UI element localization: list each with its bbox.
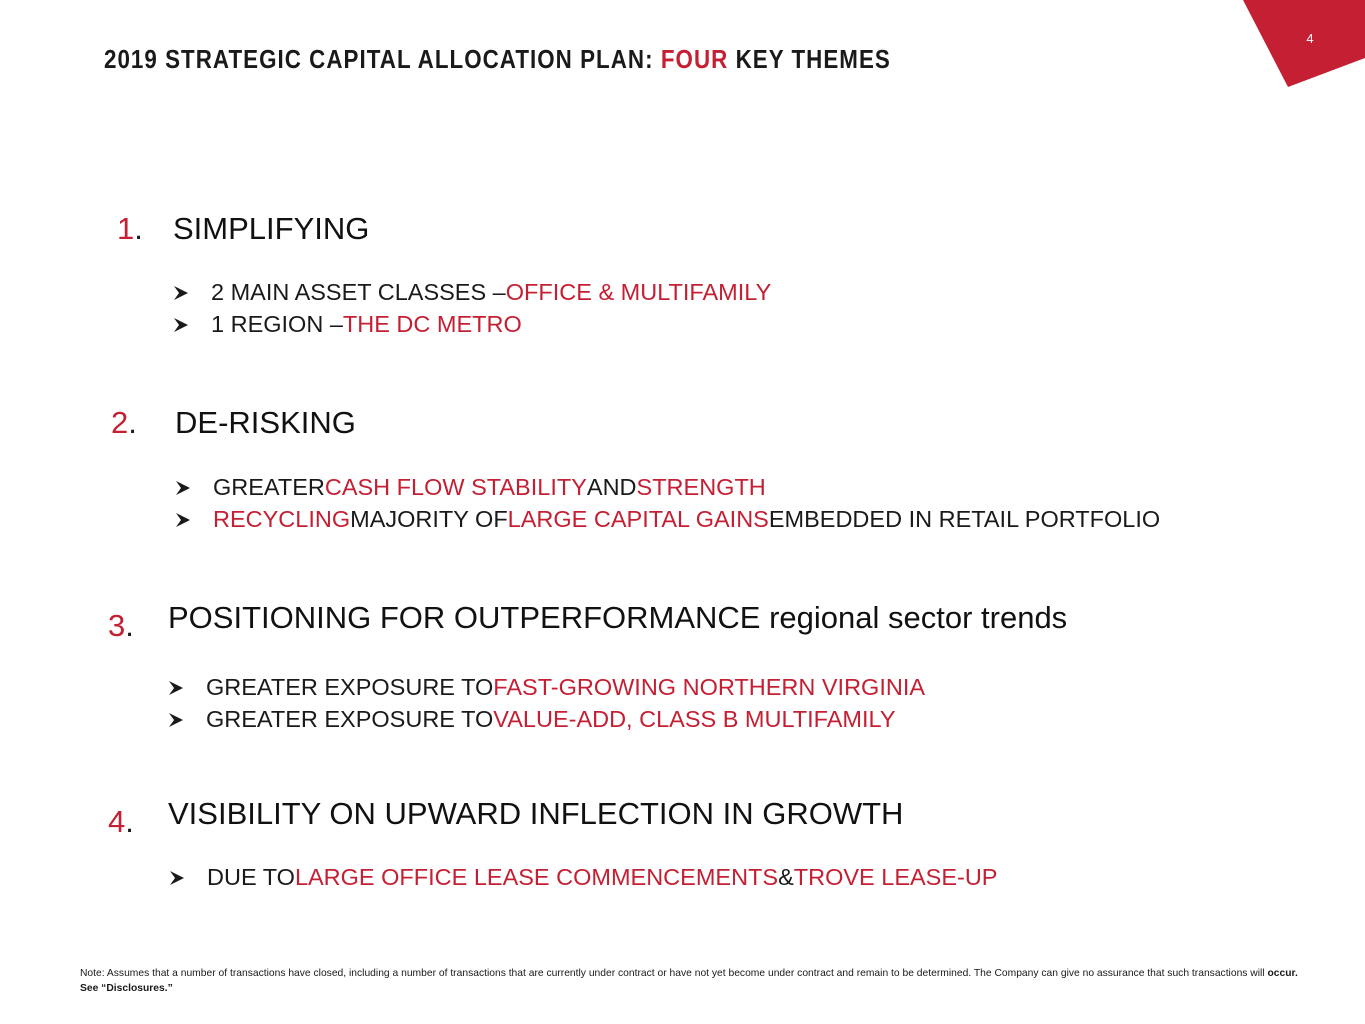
arrow-bullet-icon <box>173 285 189 301</box>
bullet-text: GREATER <box>213 474 325 500</box>
theme-number-dot: . <box>125 608 134 643</box>
bullet-highlight: RECYCLING <box>213 506 351 532</box>
footnote-text: Note: Assumes that a number of transactions have closed, including a number of transactions that are currently under contract or have not yet become under contract and remain to be determined. The Company can give no assurance that such transactions will <box>80 968 1268 979</box>
theme-heading-positioning: POSITIONING FOR OUTPERFORMANCE regional sector trends <box>168 600 1068 635</box>
title-text: 2019 STRATEGIC CAPITAL ALLOCATION PLAN: <box>104 44 661 74</box>
bullet-highlight: OFFICE & MULTIFAMILY <box>505 279 772 305</box>
bullet-highlight: VALUE-ADD, CLASS B MULTIFAMILY <box>493 706 896 732</box>
theme-number-digit: 3 <box>108 608 126 643</box>
footnote-disclosure: occur. See “Disclosures.” <box>80 968 1298 994</box>
theme-number-dot: . <box>128 405 137 440</box>
bullet-highlight: THE DC METRO <box>342 311 522 337</box>
theme-number-dot: . <box>134 211 143 246</box>
theme-number-digit: 1 <box>117 211 135 246</box>
theme-number <box>108 804 134 840</box>
theme-number <box>108 608 134 644</box>
arrow-bullet-icon <box>175 512 191 528</box>
bullet-highlight: LARGE OFFICE LEASE COMMENCEMENTS <box>294 864 779 890</box>
arrow-bullet-icon <box>175 480 191 496</box>
theme-heading-de-risking: DE-RISKING <box>175 405 356 440</box>
bullet-text: 1 REGION – <box>211 311 343 337</box>
arrow-bullet-icon <box>173 317 189 333</box>
theme-bullet <box>175 474 766 501</box>
theme-number-digit: 4 <box>108 804 126 839</box>
bullet-text: AND <box>586 474 637 500</box>
theme-number-dot: . <box>125 804 134 839</box>
theme-bullet <box>173 311 522 338</box>
bullet-highlight: CASH FLOW STABILITY <box>324 474 587 500</box>
theme-bullet <box>168 706 896 733</box>
theme-bullet <box>169 864 998 891</box>
slide-title <box>104 44 891 75</box>
arrow-bullet-icon <box>168 712 184 728</box>
bullet-text: DUE TO <box>207 864 295 890</box>
theme-number <box>117 211 143 247</box>
bullet-text: & <box>778 864 794 890</box>
footnote <box>80 966 1300 996</box>
theme-heading-visibility: VISIBILITY ON UPWARD INFLECTION IN GROWTH <box>168 796 904 831</box>
arrow-bullet-icon <box>168 680 184 696</box>
bullet-text: EMBEDDED IN RETAIL PORTFOLIO <box>768 506 1161 532</box>
arrow-bullet-icon <box>169 870 185 886</box>
bullet-highlight: STRENGTH <box>636 474 766 500</box>
bullet-text: GREATER EXPOSURE TO <box>206 706 494 732</box>
bullet-text: MAJORITY OF <box>350 506 508 532</box>
theme-bullet <box>173 279 771 306</box>
bullet-highlight: FAST-GROWING NORTHERN VIRGINIA <box>493 674 926 700</box>
page-number: 4 <box>1306 31 1314 46</box>
theme-bullet <box>175 506 1160 533</box>
theme-number <box>111 405 137 441</box>
theme-number-digit: 2 <box>111 405 129 440</box>
theme-bullet <box>168 674 925 701</box>
bullet-text: GREATER EXPOSURE TO <box>206 674 494 700</box>
bullet-highlight: LARGE CAPITAL GAINS <box>507 506 769 532</box>
theme-heading-simplifying: SIMPLIFYING <box>173 211 370 246</box>
title-text-end: KEY THEMES <box>728 44 891 74</box>
bullet-text: 2 MAIN ASSET CLASSES – <box>211 279 506 305</box>
title-highlight: FOUR <box>660 44 729 74</box>
bullet-highlight: TROVE LEASE-UP <box>793 864 998 890</box>
